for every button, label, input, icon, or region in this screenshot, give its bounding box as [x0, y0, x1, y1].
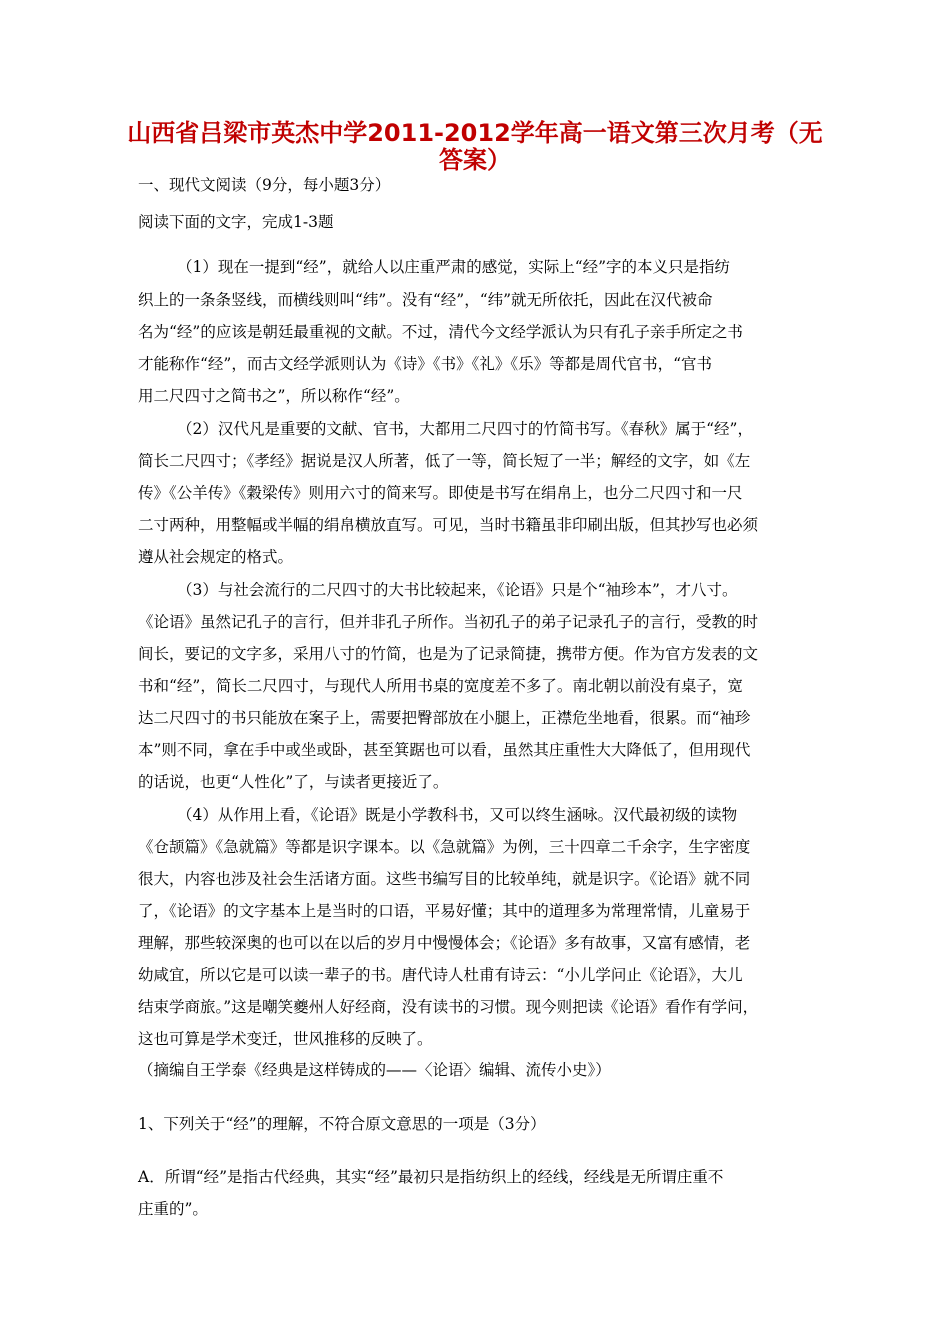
paragraph-4-line-4: 了，《论语》的文字基本上是当时的口语，平易好懂；其中的道理多为常理常情，儿童易于 — [138, 902, 751, 920]
paragraph-2-line-5: 遵从社会规定的格式。 — [138, 548, 294, 566]
paragraph-1-line-2: 织上的一条条竖线，而横线则叫“纬”。没有“经”，“纬”就无所依托，因此在汉代被命 — [138, 291, 713, 309]
document-title: 山西省吕梁市英杰中学2011-2012学年高一语文第三次月考（无答案） — [127, 119, 823, 174]
paragraph-2-line-3: 传》《公羊传》《穀梁传》则用六寸的简来写。即使是书写在绢帛上，也分二尺四寸和一尺 — [138, 484, 743, 502]
paragraph-4-line-7: 结束学商旅。”这是嘲笑夔州人好经商，没有读书的习惯。现今则把读《论语》看作有学问， — [138, 998, 759, 1016]
paragraph-4-line-3: 很大，内容也涉及社会生活诸方面。这些书编写目的比较单纯，就是识字。《论语》就不同 — [138, 870, 751, 888]
paragraph-3-line-7: 的话说，也更“人性化”了，与读者更接近了。 — [138, 773, 449, 791]
paragraph-3-line-4: 书和“经”，简长二尺四寸，与现代人所用书桌的宽度差不多了。南北朝以前没有桌子，宽 — [138, 677, 743, 695]
paragraph-1-line-5: 用二尺四寸之简书之”，所以称作“经”。 — [138, 387, 410, 405]
paragraph-1-line-3: 名为“经”的应该是朝廷最重视的文献。不过，清代今文经学派认为只有孔子亲手所定之书 — [138, 323, 743, 341]
paragraph-2-line-1: （2）汉代凡是重要的文献、官书，大都用二尺四寸的竹简书写。《春秋》属于“经”， — [177, 420, 753, 438]
reading-instruction: 阅读下面的文字，完成1-3题 — [138, 213, 334, 231]
paragraph-4-line-6: 幼咸宜，所以它是可以读一辈子的书。唐代诗人杜甫有诗云：“小儿学问止《论语》，大儿 — [138, 966, 743, 984]
option-a-line-1: A．所谓“经”是指古代经典，其实“经”最初只是指纺织上的经线，经线是无所谓庄重不 — [138, 1168, 724, 1186]
section-heading: 一、现代文阅读（9分，每小题3分） — [138, 176, 391, 194]
paragraph-3-line-1: （3）与社会流行的二尺四寸的大书比较起来，《论语》只是个“袖珍本”，才八寸。 — [177, 581, 738, 599]
paragraph-3-line-3: 间长，要记的文字多，采用八寸的竹简，也是为了记录简捷，携带方便。作为官方发表的文 — [138, 645, 759, 663]
paragraph-4-line-8: 这也可算是学术变迁，世风推移的反映了。 — [138, 1030, 433, 1048]
paragraph-4-line-2: 《仓颉篇》《急就篇》等都是识字课本。以《急就篇》为例，三十四章二千余字，生字密度 — [138, 838, 751, 856]
paragraph-3-line-6: 本”则不同，拿在手中或坐或卧，甚至箕踞也可以看，虽然其庄重性大大降低了，但用现代 — [138, 741, 751, 759]
option-a-line-2: 庄重的”。 — [138, 1200, 208, 1218]
paragraph-3-line-5: 达二尺四寸的书只能放在案子上，需要把臀部放在小腿上，正襟危坐地看，很累。而“袖珍 — [138, 709, 751, 727]
paragraph-2-line-4: 二寸两种，用整幅或半幅的绢帛横放直写。可见，当时书籍虽非印刷出版，但其抄写也必须 — [138, 516, 759, 534]
paragraph-1-line-4: 才能称作“经”，而古文经学派则认为《诗》《书》《礼》《乐》等都是周代官书，“官书 — [138, 355, 713, 373]
source-citation: （摘编自王学泰《经典是这样铸成的——〈论语〉编辑、流传小史》） — [138, 1061, 611, 1079]
question-1: 1、下列关于“经”的理解，不符合原文意思的一项是（3分） — [138, 1115, 546, 1133]
paragraph-1-line-1: （1）现在一提到“经”，就给人以庄重严肃的感觉，实际上“经”字的本义只是指纺 — [177, 258, 731, 276]
paragraph-4-line-5: 理解，那些较深奥的也可以在以后的岁月中慢慢体会；《论语》多有故事，又富有感情，老 — [138, 934, 751, 952]
paragraph-2-line-2: 简长二尺四寸；《孝经》据说是汉人所著，低了一等，简长短了一半；解经的文字，如《左 — [138, 452, 751, 470]
paragraph-4-line-1: （4）从作用上看，《论语》既是小学教科书，又可以终生涵咏。汉代最初级的读物 — [177, 806, 738, 824]
paragraph-3-line-2: 《论语》虽然记孔子的言行，但并非孔子所作。当初孔子的弟子记录孔子的言行，受教的时 — [138, 613, 759, 631]
